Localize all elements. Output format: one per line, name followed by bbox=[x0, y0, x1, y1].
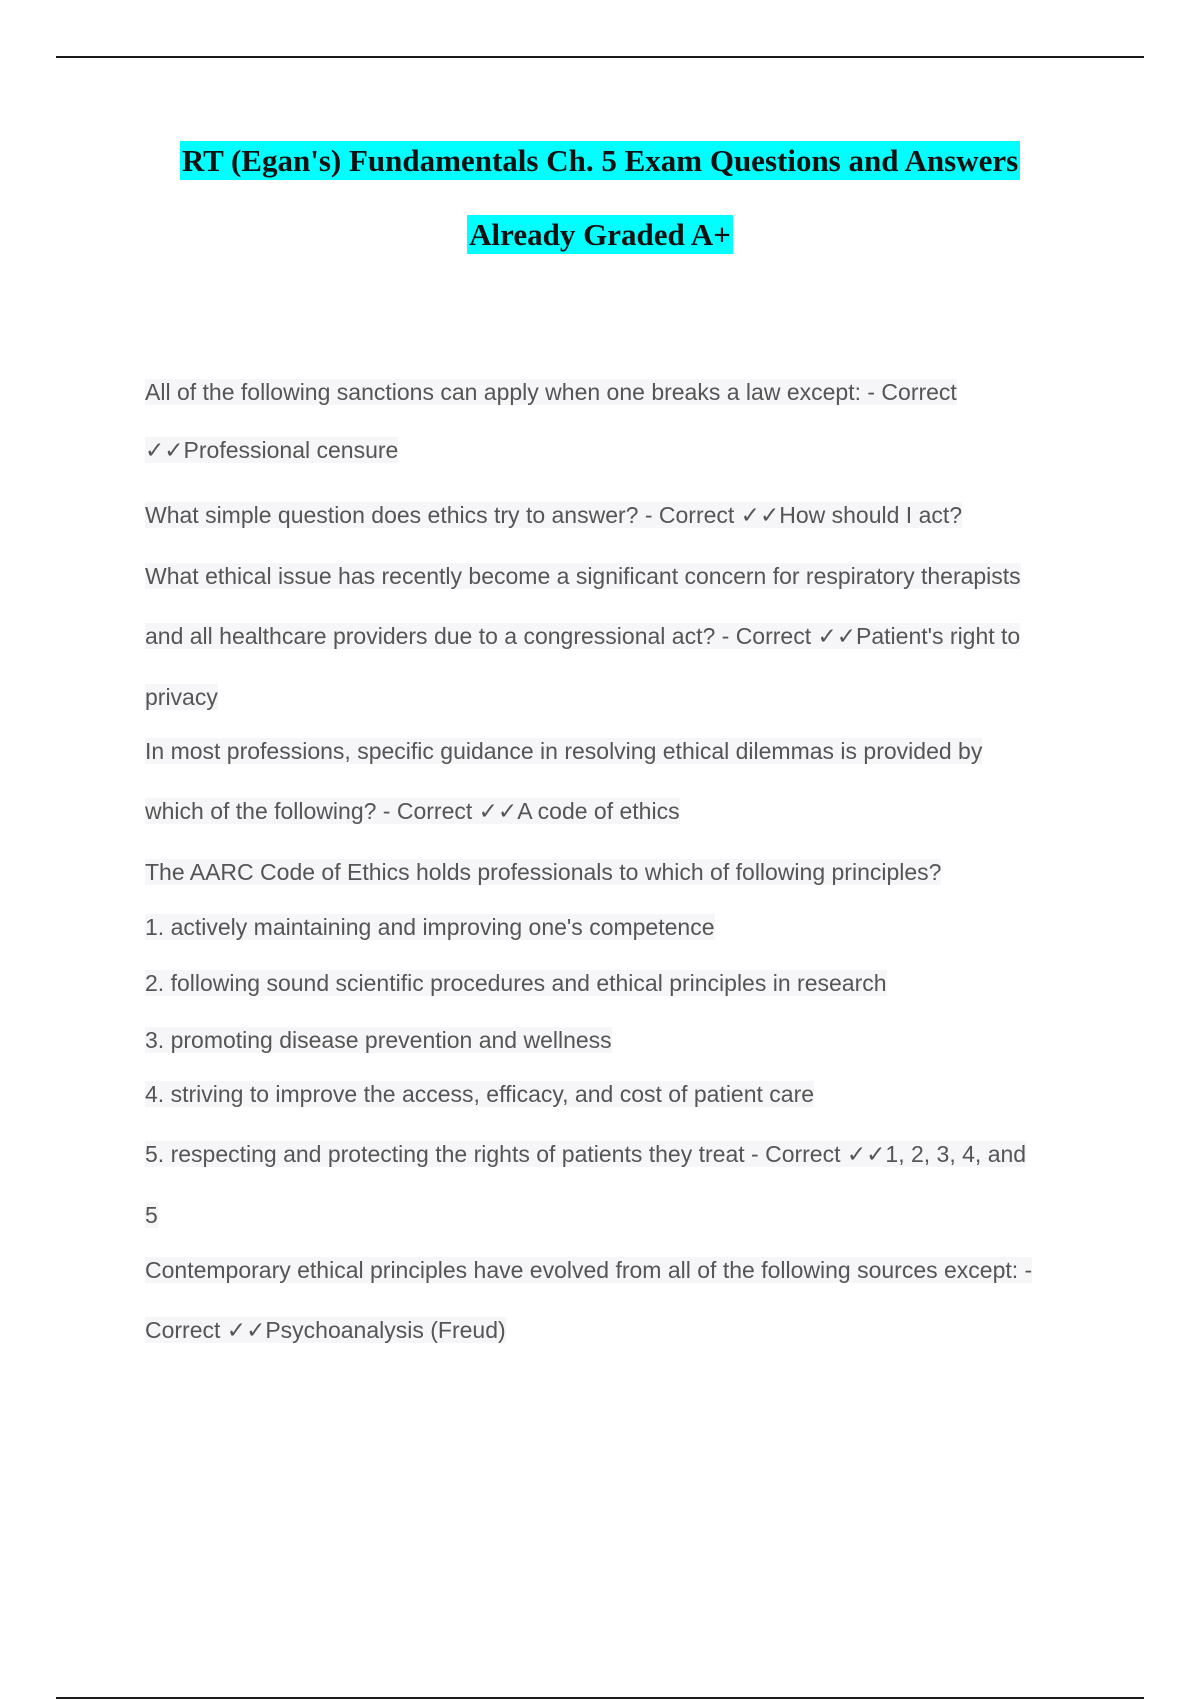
text-line-10: 1. actively maintaining and improving one's competence bbox=[145, 914, 715, 940]
text-line-5: and all healthcare providers due to a congressional act? - Correct ✓✓Patient's right to bbox=[145, 623, 1021, 649]
text-line-2: ✓✓Professional censure bbox=[145, 437, 399, 463]
text-line-17: Correct ✓✓Psychoanalysis (Freud) bbox=[145, 1317, 506, 1343]
text-line-8: which of the following? - Correct ✓✓A code of ethics bbox=[145, 798, 680, 824]
text-line-16: Contemporary ethical principles have evolved from all of the following sources except: - bbox=[145, 1257, 1033, 1283]
title-highlight-1: RT (Egan's) Fundamentals Ch. 5 Exam Questions and Answers bbox=[181, 143, 1019, 178]
text-line-3: What simple question does ethics try to answer? - Correct ✓✓How should I act? bbox=[145, 502, 963, 528]
bottom-rule bbox=[56, 1697, 1144, 1699]
document-title-line-2 bbox=[0, 217, 1200, 253]
title-highlight-2: Already Graded A+ bbox=[469, 217, 731, 252]
text-line-11: 2. following sound scientific procedures and ethical principles in research bbox=[145, 970, 887, 996]
text-line-4: What ethical issue has recently become a significant concern for respiratory therapists bbox=[145, 563, 1021, 589]
text-line-6: privacy bbox=[145, 684, 218, 710]
text-line-1: All of the following sanctions can apply when one breaks a law except: - Correct bbox=[145, 379, 957, 405]
text-line-7: In most professions, specific guidance in resolving ethical dilemmas is provided by bbox=[145, 738, 983, 764]
top-rule bbox=[56, 56, 1144, 58]
text-line-15: 5 bbox=[145, 1202, 158, 1228]
text-line-14: 5. respecting and protecting the rights of patients they treat - Correct ✓✓1, 2, 3, 4, and bbox=[145, 1141, 1027, 1167]
text-line-13: 4. striving to improve the access, efficacy, and cost of patient care bbox=[145, 1081, 815, 1107]
document-title-line-1 bbox=[0, 143, 1200, 179]
text-line-9: The AARC Code of Ethics holds professionals to which of following principles? bbox=[145, 859, 942, 885]
text-line-12: 3. promoting disease prevention and wellness bbox=[145, 1027, 612, 1053]
